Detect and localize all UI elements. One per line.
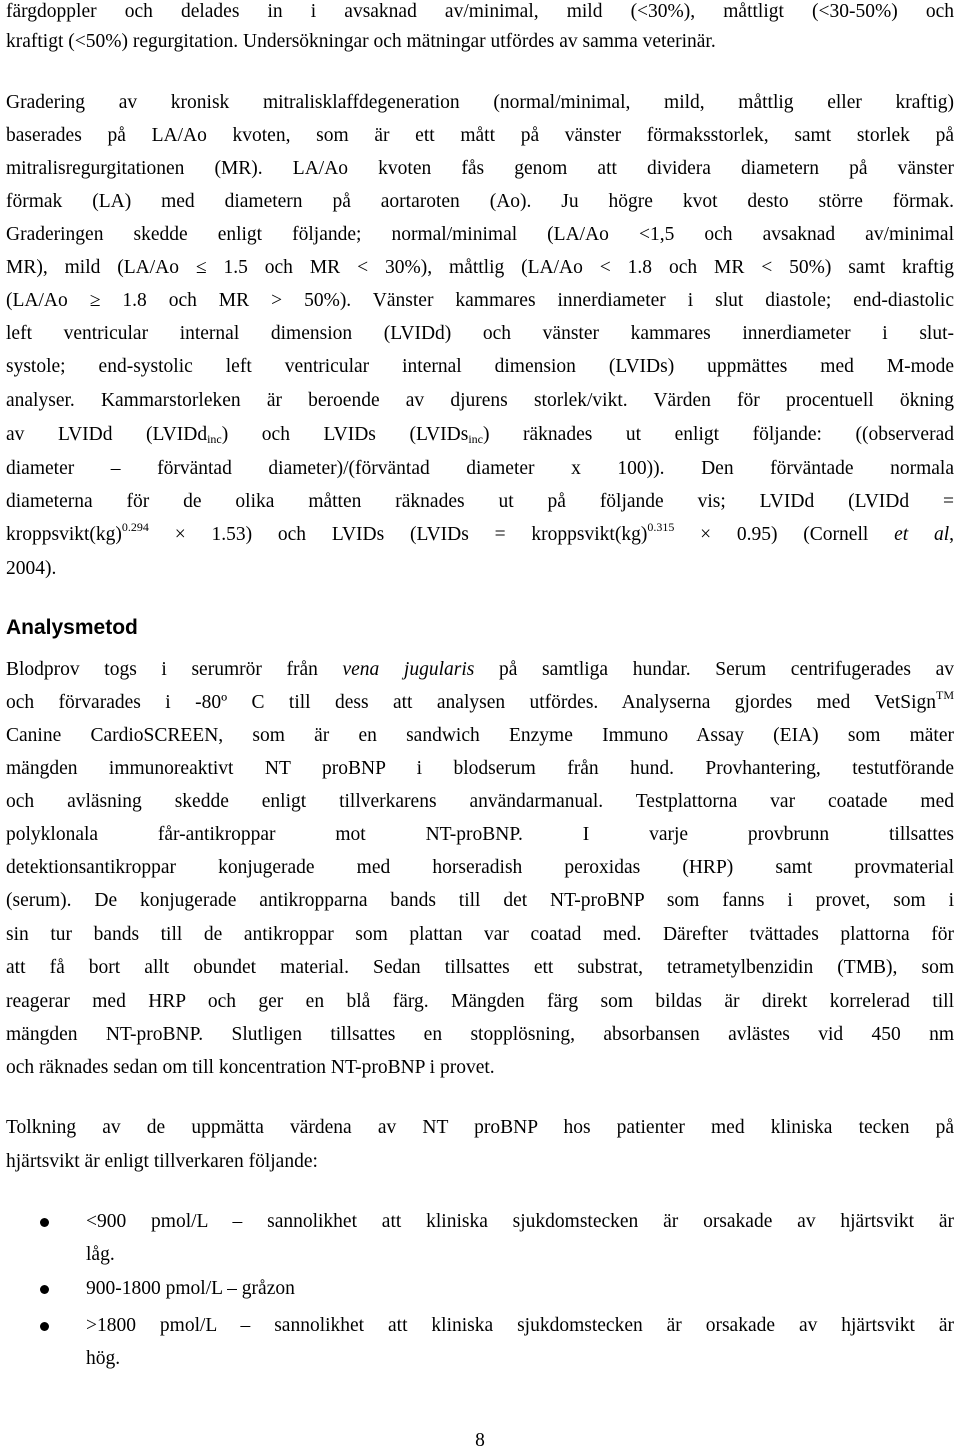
list-item-line: 900-1800 pmol/L – gråzon — [86, 1278, 295, 1299]
text-run: Blodprov togs i serumrör från — [6, 659, 343, 680]
paragraph-line: diameter – förväntad diameter)/(förväntad diameter x 100)). Den förväntade normala — [6, 458, 954, 479]
italic-text: et al — [894, 524, 950, 545]
italic-text: vena jugularis — [342, 659, 475, 680]
paragraph-line: förmak (LA) med diametern på aortaroten (Ao). Ju högre kvot desto större förmak. — [6, 191, 954, 212]
text-run: och förvarades i -80º C till dess att analysen utfördes. Analyserna gjordes med VetSign — [6, 692, 936, 713]
paragraph-line: diameterna för de olika måtten räknades ut på följande vis; LVIDd (LVIDd = — [6, 491, 954, 512]
subscript: inc — [468, 432, 483, 446]
list-item-line: >1800 pmol/L – sannolikhet att kliniska sjukdomstecken är orsakade av hjärtsvikt är — [86, 1315, 954, 1336]
paragraph-line: mitralisregurgitationen (MR). LA/Ao kvoten fås genom att dividera diametern på vänster — [6, 158, 954, 179]
paragraph-line: mängden immunoreaktivt NT proBNP i blodserum från hund. Provhantering, testutförande — [6, 758, 954, 779]
paragraph-line: detektionsantikroppar konjugerade med horseradish peroxidas (HRP) samt provmaterial — [6, 857, 954, 878]
list-item-line: <900 pmol/L – sannolikhet att kliniska sjukdomstecken är orsakade av hjärtsvikt är — [86, 1211, 954, 1232]
bullet-icon — [40, 1322, 49, 1331]
page-number: 8 — [475, 1430, 485, 1451]
paragraph-line: Gradering av kronisk mitralisklaffdegeneration (normal/minimal, mild, måttlig eller kraftig) — [6, 92, 954, 113]
text-run: ) räknades ut enligt följande: ((observerad — [482, 424, 954, 445]
list-item-line: hög. — [86, 1348, 121, 1369]
trademark-superscript: TM — [936, 688, 954, 702]
paragraph-line: 2004). — [6, 558, 57, 579]
text-run: av LVIDd (LVIDd — [6, 424, 208, 445]
paragraph-line: färgdoppler och delades in i avsaknad av/minimal, mild (<30%), måttligt (<30-50%) och — [6, 1, 954, 22]
paragraph-line — [6, 688, 954, 718]
paragraph-line: baserades på LA/Ao kvoten, som är ett mått på vänster förmaksstorlek, samt storlek på — [6, 125, 954, 146]
paragraph-line: Canine CardioSCREEN, som är en sandwich Enzyme Immuno Assay (EIA) som mäter — [6, 725, 954, 746]
paragraph-line: reagerar med HRP och ger en blå färg. Mängden färg som bildas är direkt korrelerad till — [6, 991, 954, 1012]
paragraph-line: analyser. Kammarstorleken är beroende av djurens storlek/vikt. Värden för procentuell ökning — [6, 390, 954, 411]
paragraph-line — [6, 520, 954, 550]
bullet-icon — [40, 1218, 49, 1227]
paragraph-line: sin tur bands till de antikroppar som plattan var coatad med. Därefter tvättades plattorna för — [6, 924, 954, 945]
section-heading: Analysmetod — [6, 616, 138, 639]
paragraph-line: och avläsning skedde enligt tillverkarens användarmanual. Testplattorna var coatade med — [6, 791, 954, 812]
paragraph-line: (serum). De konjugerade antikropparna bands till det NT-proBNP som fanns i provet, som i — [6, 890, 954, 911]
paragraph-line: hjärtsvikt är enligt tillverkaren följande: — [6, 1151, 318, 1172]
text-run: , — [949, 524, 954, 545]
paragraph-line: left ventricular internal dimension (LVIDd) och vänster kammares innerdiameter i slut- — [6, 323, 954, 344]
text-run: på samtliga hundar. Serum centrifugerades av — [474, 659, 954, 680]
paragraph-line: kraftigt (<50%) regurgitation. Undersökningar och mätningar utfördes av samma veterinär. — [6, 31, 716, 52]
text-run: kroppsvikt(kg) — [6, 524, 122, 545]
superscript: 0.315 — [647, 520, 675, 534]
paragraph-line: och räknades sedan om till koncentration NT-proBNP i provet. — [6, 1057, 495, 1078]
paragraph-line: polyklonala får-antikroppar mot NT-proBNP. I varje provbrunn tillsattes — [6, 824, 954, 845]
text-run: ) och LVIDs (LVIDs — [221, 424, 469, 445]
text-run: × 1.53) och LVIDs (LVIDs = kroppsvikt(kg) — [148, 524, 648, 545]
subscript: inc — [207, 432, 222, 446]
paragraph-line — [6, 420, 954, 450]
paragraph-line: MR), mild (LA/Ao ≤ 1.5 och MR < 30%), måttlig (LA/Ao < 1.8 och MR < 50%) samt kraftig — [6, 257, 954, 278]
text-run: × 0.95) (Cornell — [674, 524, 895, 545]
paragraph-line: mängden NT-proBNP. Slutligen tillsattes en stopplösning, absorbansen avlästes vid 450 nm — [6, 1024, 954, 1045]
paragraph-line: att få bort allt obundet material. Sedan tillsattes ett substrat, tetrametylbenzidin (TMB), som — [6, 957, 954, 978]
superscript: 0.294 — [121, 520, 149, 534]
paragraph-line: (LA/Ao ≥ 1.8 och MR > 50%). Vänster kammares innerdiameter i slut diastole; end-diastolic — [6, 290, 954, 311]
paragraph-line: Graderingen skedde enligt följande; normal/minimal (LA/Ao <1,5 och avsaknad av/minimal — [6, 224, 954, 245]
list-item-line: låg. — [86, 1244, 115, 1265]
paragraph-line — [6, 655, 954, 685]
paragraph-line: Tolkning av de uppmätta värdena av NT proBNP hos patienter med kliniska tecken på — [6, 1117, 954, 1138]
bullet-icon — [40, 1285, 49, 1294]
paragraph-line: systole; end-systolic left ventricular internal dimension (LVIDs) uppmättes med M-mode — [6, 356, 954, 377]
